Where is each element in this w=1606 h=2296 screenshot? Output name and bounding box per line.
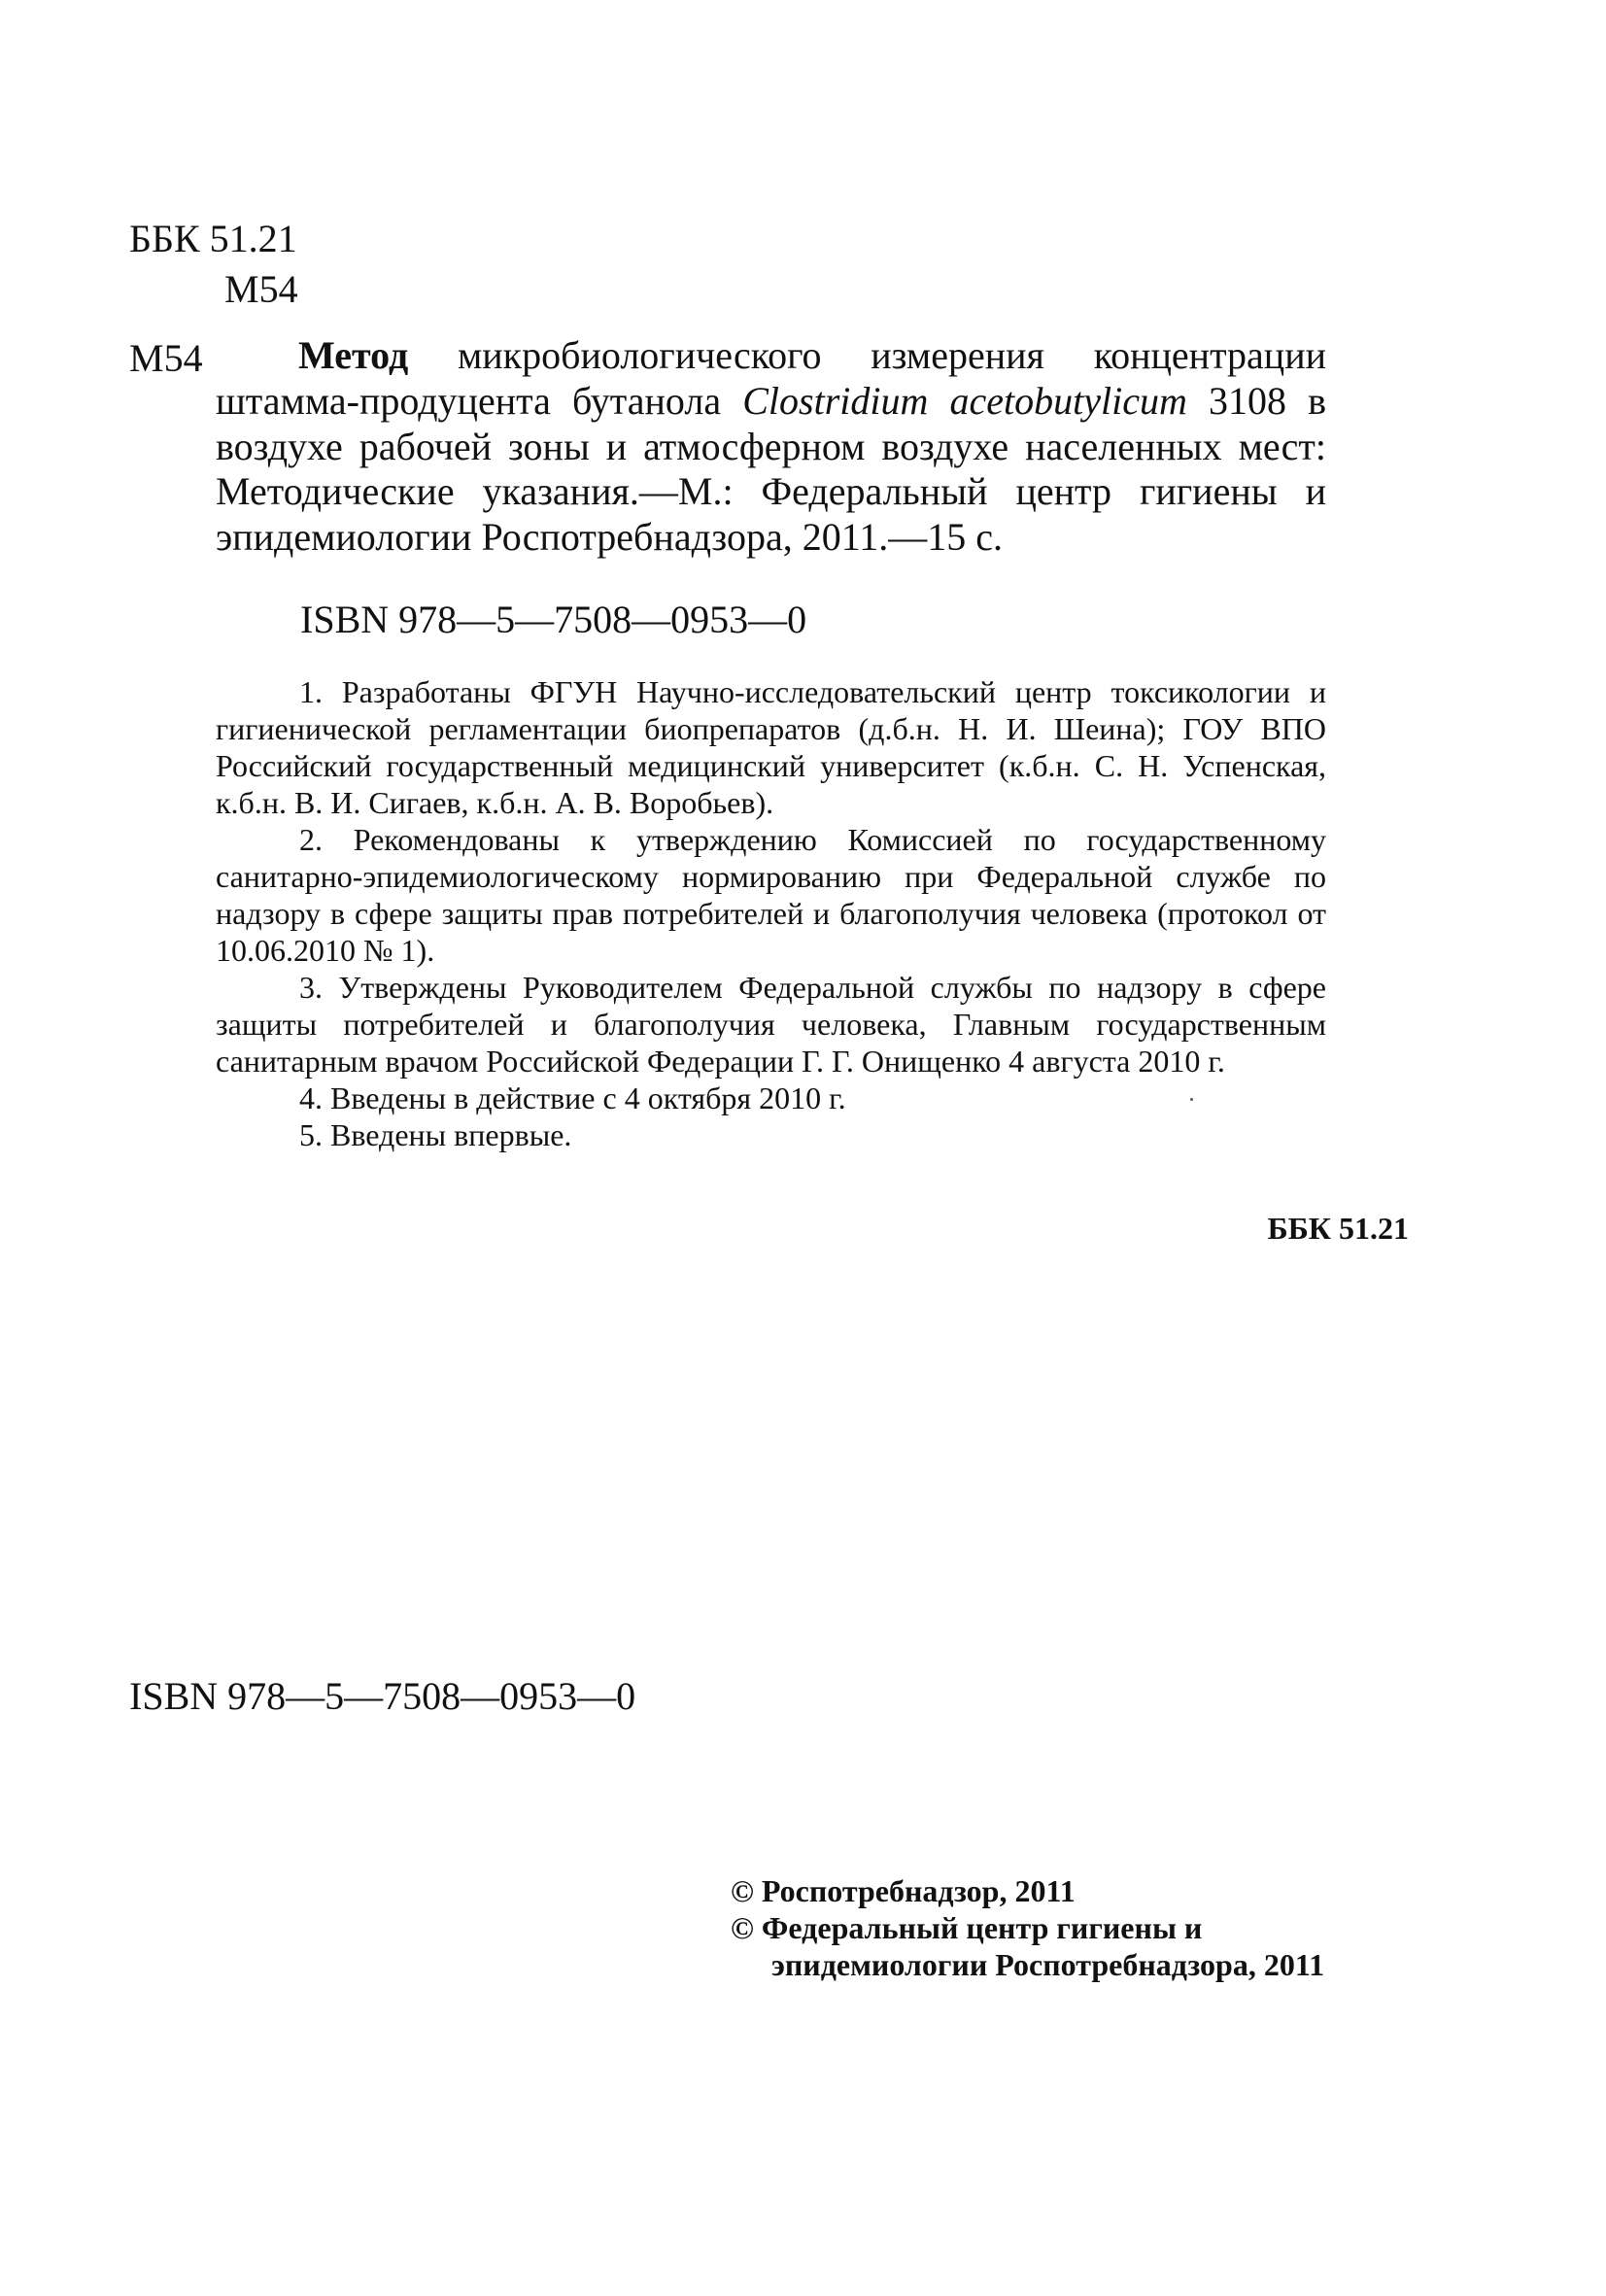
entry-author-mark: М54 — [129, 336, 203, 380]
scan-speck — [1190, 1098, 1193, 1101]
copyright-block — [731, 1872, 1324, 1983]
bibliographic-entry — [216, 333, 1326, 561]
note-item: 1. Разработаны ФГУН Научно-исследовательский центр токсикологии и гигиенической регламентации биопрепаратов (д.б.н. Н. И. Шеина); ГОУ ВПО Российский государственный медицинский университет (к.б.н. С. Н. Успенская, к.б.н. В. И. Сигаев, к.б.н. А. В. Воробьев). — [216, 674, 1326, 820]
isbn-bottom: ISBN 978—5—7508—0953—0 — [129, 1674, 636, 1718]
copyright-line: © Роспотребнадзор, 2011 — [731, 1873, 1076, 1908]
copyright-line: эпидемиологии Роспотребнадзора, 2011 — [771, 1947, 1325, 1982]
author-mark: М54 — [224, 267, 298, 311]
note-item: 2. Рекомендованы к утверждению Комиссией по государственному санитарно-эпидемиологическому нормированию при Федеральной службе по надзору в сфере защиты прав потребителей и благополучия человека (протокол от 10.06.2010 № 1). — [216, 822, 1326, 968]
entry-text-part-1: микробиологического измерения концентрации штамма-продуцента бутанола — [216, 333, 1327, 423]
copyright-line: © Федеральный центр гигиены и — [731, 1910, 1203, 1945]
notes-list — [216, 673, 1326, 1153]
bbk-index: ББК 51.21 — [129, 217, 297, 260]
note-item: 3. Утверждены Руководителем Федеральной службы по надзору в сфере защиты потребителей и благополучия человека, Главным государственным санитарным врачом Российской Федерации Г. Г. Онищенко 4 августа 2010 г. — [216, 970, 1326, 1079]
note-item: 5. Введены впервые. — [299, 1117, 572, 1152]
entry-text-part-2: 3108 в воздухе рабочей зоны и атмосферном воздухе населенных мест: Методические указания.—М.: Федеральный центр гигиены и эпидемиологии Роспотребнадзора, 2011.—15 с. — [216, 378, 1327, 560]
entry-species-name: Clostridium acetobutylicum — [742, 378, 1187, 423]
isbn-line: ISBN 978—5—7508—0953—0 — [300, 598, 807, 641]
note-item: 4. Введены в действие с 4 октября 2010 г. — [299, 1080, 846, 1115]
entry-title: Метод — [298, 333, 409, 377]
bbk-index-right: ББК 51.21 — [1267, 1211, 1409, 1246]
